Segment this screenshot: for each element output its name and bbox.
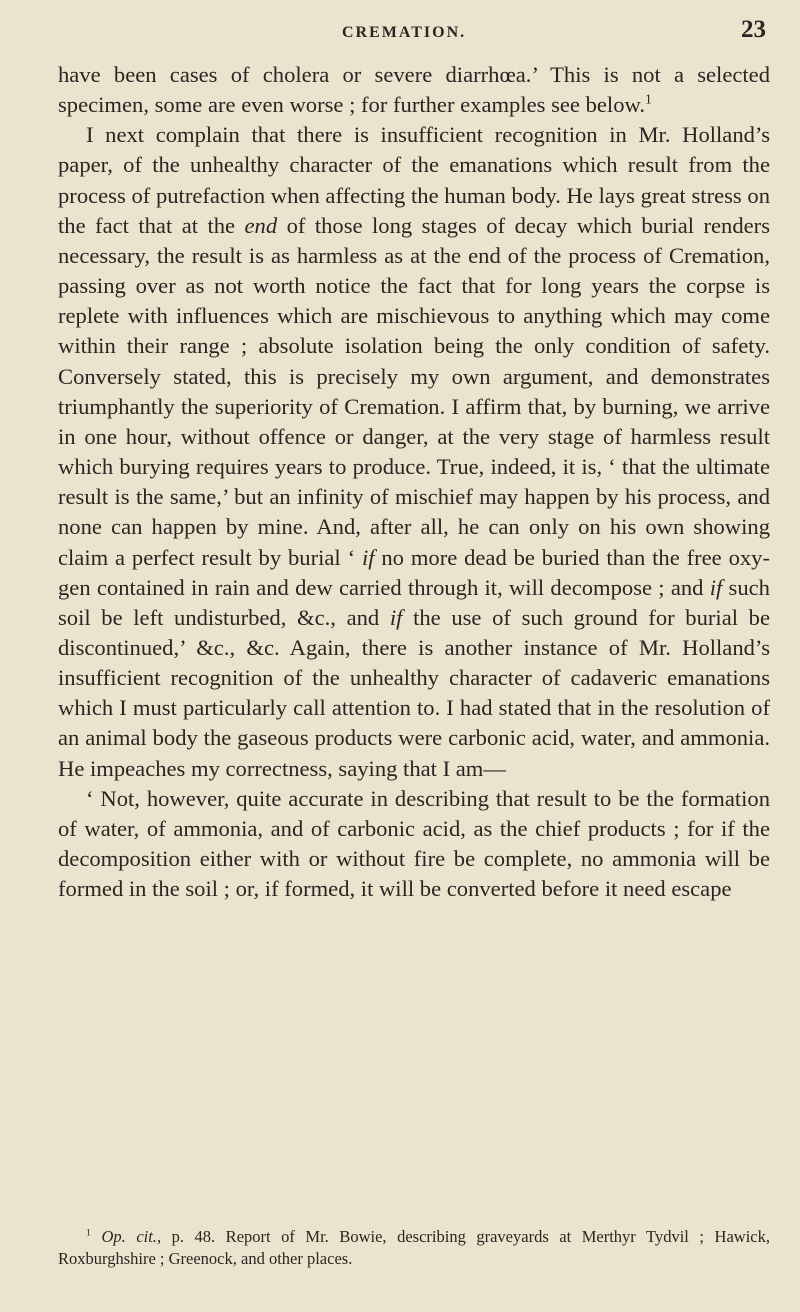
text-run: ‘ Not, however, quite accurate in describing that result to be the formation of water, of ammonia, and of carbonic acid, as the chief products ; for if the decomposition either with or without fire be complete, no ammonia will be formed in the soil ; or, if formed, it will be converted before it need escape	[58, 785, 770, 902]
footnote-marker: 1	[645, 91, 652, 107]
footnotes	[58, 1226, 770, 1270]
italic-run: if	[361, 544, 375, 570]
running-title: CREMATION.	[342, 24, 467, 41]
italic-run: if	[389, 604, 403, 630]
page-number: 23	[741, 16, 766, 43]
text-run: such soil be left undisturbed, &c., and	[58, 574, 770, 630]
italic-run: if	[709, 574, 723, 600]
text-run: the use of such ground for burial be discontinued,’ &c., &c. Again, there is another instance of Mr. Holland’s insufficient recognition of the unhealthy character of cadaveric emanations which I must particularly call attention to. I had stated that in the resolution of an animal body the gaseous products were carbonic acid, water, and ammonia. He impeaches my correctness, saying that I am—	[58, 604, 770, 781]
body-text	[58, 60, 770, 904]
paragraph-1	[58, 60, 770, 120]
text-run: have been cases of cholera or severe diarrhœa.’ This is not a selected specimen, some are even worse ; for further examples see below.	[58, 62, 770, 118]
text-run: of those long stages of decay which burial renders necessary, the result is as harmless as at the end of the process of Cremation, passing over as not worth notice the fact that for long years the corpse is replete with influences which are mischievous to anything which may come within their range ; absolute isolation being the only condition of safety. Conversely stated, this is precisely my own argument, and demonstrates triumphantly the superiority of Cremation. I affirm that, by burning, we arrive in one hour, without offence or danger, at the very stage of harmless result which burying requires years to produce. True, indeed, it is, ‘ that the ultimate result is the same,’ but an infinity of mischief may happen by his process, and none can happen by mine. And, after all, he can only on his own showing claim a perfect result by burial ‘	[58, 212, 771, 570]
text-run: I next complain that there is insufficient recognition in Mr. Holland’s paper, of the unhealthy character of the emanations which result from the process of putrefaction when affecting the human body. He lays great stress on the fact that at the	[58, 122, 770, 238]
footnote-marker: 1	[86, 1227, 91, 1239]
paragraph-3-quotation	[58, 784, 770, 905]
text-run: , p. 48. Report of Mr. Bowie, describing graveyards at Merthyr Tydvil ; Hawick, Roxburghshire ; Greenock, and other places.	[58, 1227, 770, 1268]
italic-run: end	[244, 212, 278, 238]
text-run: no more dead be buried than the free oxygen contained in rain and dew carried through it, will decompose ; and	[58, 544, 770, 600]
italic-run: Op. cit.	[101, 1227, 157, 1246]
paragraph-2	[58, 120, 770, 783]
footnote-1	[58, 1226, 770, 1270]
running-head	[0, 14, 800, 50]
